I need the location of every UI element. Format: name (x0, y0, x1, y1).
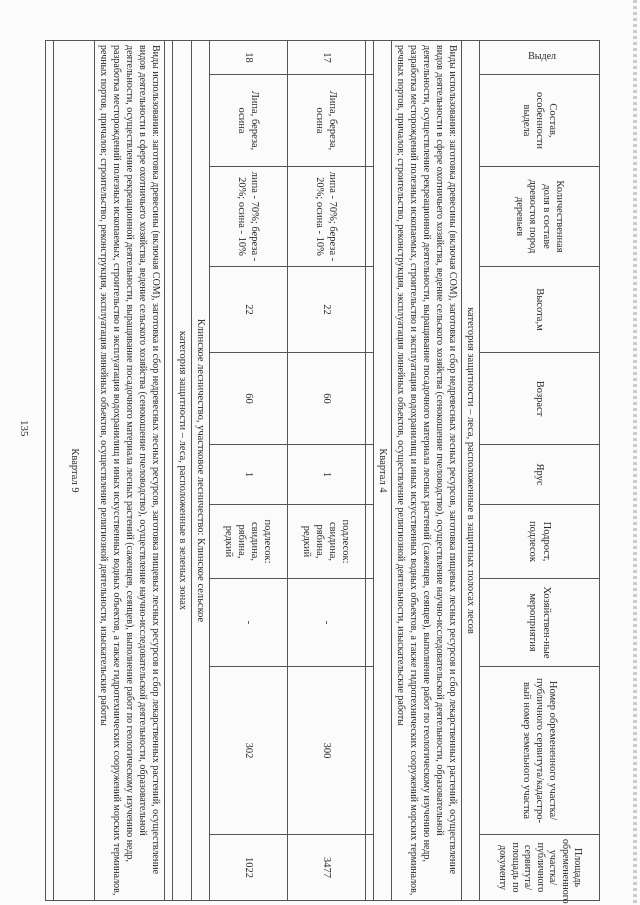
header-row (480, 41, 600, 901)
table-row (287, 41, 365, 901)
cell-yarus: 1 (287, 445, 365, 505)
uses-text: Виды использования: заготовка древесины (включая СОМ), заготовка и сбор недревесных лесных ресурсов, заготовка пищевых лесных ресурсов и сбор лекарственных растений, осуществление видов деятельности в сфере охотничьего хозяйства, ведение сельского хозяйства (сенокошение пчеловодство), осуществление научно-исследовательской деятельности, образовательной деятельности, осуществление рекреационной деятельности, выращивание посадочного материала лесных растений (саженцев, сеянцев), выполнение работ по геологическому изучению недр, разработка месторождений полезных ископаемых, строительство и эксплуатация водохранилищ и иных искусственных водных объектов, а также гидротехнических сооружений морских терминалов, речных портов, причалов; строительство, реконструкция, эксплуатация линейных объектов, осуществление религиозной деятельности, изыскательские работы (391, 41, 461, 901)
cell-podrost: подлесок: свидина, рябина, редкий (209, 505, 287, 579)
scan-edge (633, 0, 637, 905)
cell-nomer: 302 (209, 667, 287, 835)
col-yarus: Ярус (480, 445, 600, 505)
page-number: 135 (18, 420, 30, 437)
spacer-row (165, 41, 173, 901)
col-doli: Количественная доля в составе древостоя пород деревьев (480, 167, 600, 267)
forest-inventory-table (46, 40, 601, 904)
col-vozrast: Возраст (480, 353, 600, 445)
kvartal-label: Квартал 4 (373, 41, 391, 901)
col-vydel: Выдел (480, 41, 600, 75)
cell-doli: липа - 70%; береза - 20%; осина - 10% (209, 167, 287, 267)
kvartal-row-2 (54, 41, 95, 901)
spacer-row (46, 41, 54, 901)
category-row-2 (173, 41, 191, 901)
lesnichestvo-text: Клинское лесничество, участковое лесничество: Клинское сельское (191, 41, 209, 901)
cell-podrost: подлесок: свидина, рябина, редкий (287, 505, 365, 579)
cell-meropriyatiya: - (287, 579, 365, 667)
kvartal-row-1 (373, 41, 391, 901)
cell-vysota: 22 (287, 267, 365, 353)
col-vysota: Высота,м (480, 267, 600, 353)
cell-meropriyatiya: - (209, 579, 287, 667)
col-ploshad: Площадь обремененного участка/ публичного сервитута/ площадь по документу (480, 835, 600, 901)
cell-ploshad: 1022 (209, 835, 287, 901)
category-text: категория защитности – леса, расположенные в защитных полосах лесов (461, 41, 479, 901)
col-meropriyatiya: Хозяйствен-ные мероприятия (480, 579, 600, 667)
uses-text: Виды использования: заготовка древесины (включая СОМ), заготовка и сбор недревесных лесных ресурсов, заготовка пищевых лесных ресурсов и сбор лекарственных растений, осуществление видов деятельности в сфере охотничьего хозяйства, ведение сельского хозяйства (сенокошение пчеловодство), осуществление научно-исследовательской деятельности, образовательной деятельности, осуществление рекреационной деятельности, выращивание посадочного материала лесных растений (саженцев, сеянцев), выполнение работ по геологическому изучению недр, разработка месторождений полезных ископаемых, строительство и эксплуатация водохранилищ и иных искусственных водных объектов, а также гидротехнических сооружений морских терминалов, речных портов, причалов; строительство, реконструкция, эксплуатация линейных объектов, осуществление религиозной деятельности, изыскательские работы (95, 41, 165, 901)
cell-sostav: Липа, береза, осина (209, 75, 287, 167)
cell-ploshad: 3477 (287, 835, 365, 901)
category-text: категория защитности – леса, расположенные в зеленых зонах (173, 41, 191, 901)
cell-nomer: 300 (287, 667, 365, 835)
cell-vydel: 17 (287, 41, 365, 75)
table-row (209, 41, 287, 901)
rotated-table-page (40, 40, 600, 904)
cell-vysota: 22 (209, 267, 287, 353)
spacer-row (365, 41, 373, 901)
lesnichestvo-row (191, 41, 209, 901)
cell-sostav: Липа, береза, осина (287, 75, 365, 167)
cell-yarus: 1 (209, 445, 287, 505)
col-podrost: Подрост, подлесок (480, 505, 600, 579)
kvartal-label: Квартал 9 (54, 41, 95, 901)
col-sostav: Состав, особенности выдела (480, 75, 600, 167)
uses-row-1 (391, 41, 461, 901)
cell-doli: липа - 70%; береза - 20%; осина - 10% (287, 167, 365, 267)
cell-vozrast: 60 (209, 353, 287, 445)
col-nomer: Номер обремененного участка/ публичного сервитута/кадастро-вый номер земельного участка (480, 667, 600, 835)
cell-vydel: 18 (209, 41, 287, 75)
cell-vozrast: 60 (287, 353, 365, 445)
category-row-1 (461, 41, 479, 901)
uses-row-2 (95, 41, 165, 901)
